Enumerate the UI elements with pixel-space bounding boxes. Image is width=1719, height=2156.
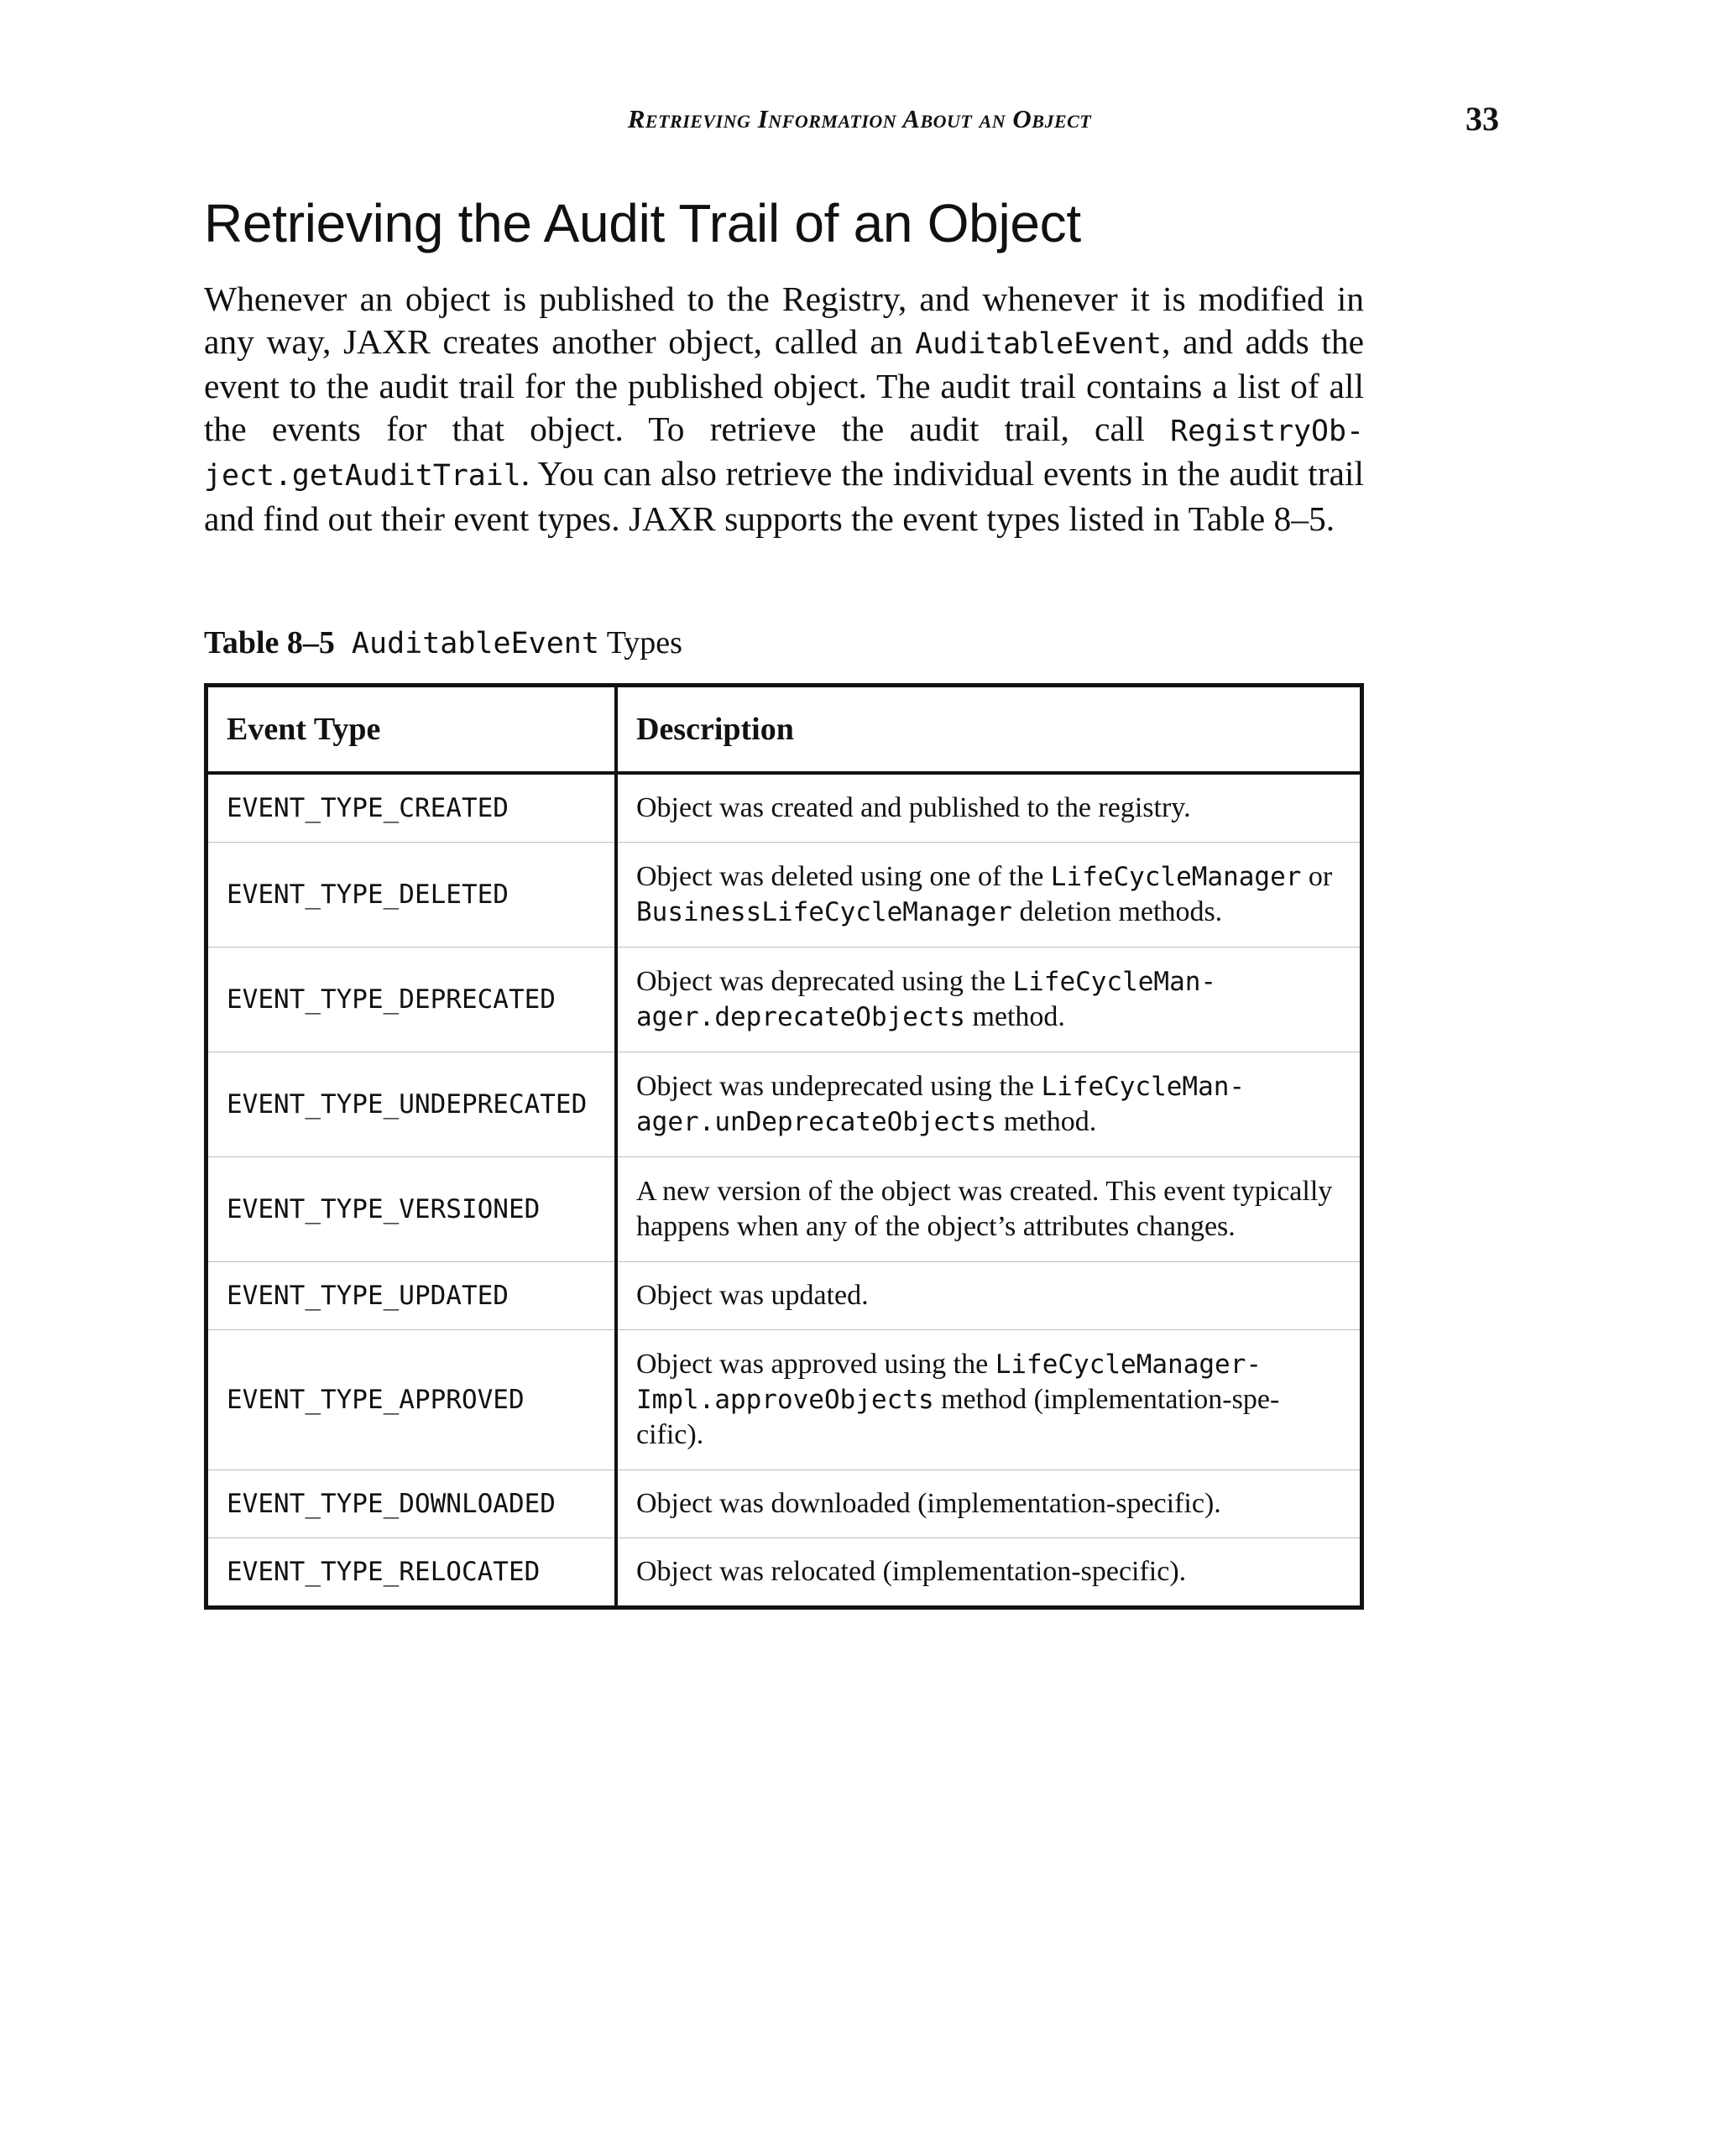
description-code: LifeCycleManager [1050, 862, 1302, 892]
description-code: BusinessLifeCycleManager [636, 897, 1012, 927]
table-row [206, 1470, 1362, 1538]
description-text: Object was deprecated using the [636, 966, 1013, 997]
description-cell [616, 1330, 1362, 1470]
description-text: Object was relocated (implementation-specific). [636, 1556, 1187, 1587]
table-row [206, 843, 1362, 947]
description-cell [616, 1538, 1362, 1608]
table-row [206, 1262, 1362, 1330]
event-type-cell: EVENT_TYPE_UPDATED [206, 1262, 617, 1330]
event-type-cell: EVENT_TYPE_CREATED [206, 773, 617, 843]
body-paragraph [204, 278, 1364, 540]
section-title: Retrieving the Audit Trail of an Object [204, 193, 1081, 253]
para-code: AuditableEvent [915, 326, 1163, 361]
para-code: RegistryOb-ject.getAuditTrail [204, 414, 1364, 493]
table-row [206, 1330, 1362, 1470]
table-row [206, 947, 1362, 1052]
event-type-cell: EVENT_TYPE_APPROVED [206, 1330, 617, 1470]
event-types-table [204, 683, 1364, 1610]
description-text: or [1301, 861, 1333, 892]
description-text: method. [964, 1001, 1065, 1032]
para-text: , and adds the event to the audit trail for the published object. The audit trail contains a list of all the events for that object. To retrieve the audit trail, call [204, 321, 1364, 448]
description-code: LifeCycleMan-ager.deprecateObjects [636, 967, 1217, 1032]
description-text: deletion methods. [1011, 896, 1223, 927]
description-cell [616, 773, 1362, 843]
description-text: method (implementation-spe-cific). [636, 1384, 1280, 1450]
description-cell [616, 843, 1362, 947]
description-text: Object was deleted using one of the [636, 861, 1051, 892]
description-code: LifeCycleManager-Impl.approveObjects [636, 1349, 1262, 1415]
description-text: Object was approved using the [636, 1349, 995, 1380]
description-cell [616, 1052, 1362, 1157]
description-cell [616, 947, 1362, 1052]
description-text: Object was downloaded (implementation-specific). [636, 1488, 1221, 1519]
page-content [204, 189, 1364, 1610]
page-number: 33 [1466, 100, 1499, 138]
para-text: Whenever an object is published to the Registry, and whenever it is modified in any way, JAXR creates another object, called an [204, 279, 1364, 361]
table-caption-code: AuditableEvent [351, 627, 599, 660]
description-cell [616, 1157, 1362, 1262]
running-header [0, 101, 1719, 138]
description-cell [616, 1470, 1362, 1538]
description-text: Object was created and published to the registry. [636, 792, 1191, 823]
event-type-cell: EVENT_TYPE_RELOCATED [206, 1538, 617, 1608]
event-type-cell: EVENT_TYPE_DOWNLOADED [206, 1470, 617, 1538]
event-type-cell: EVENT_TYPE_DELETED [206, 843, 617, 947]
table-caption-suffix: Types [598, 625, 682, 660]
column-header-description: Description [616, 686, 1362, 774]
description-cell [616, 1262, 1362, 1330]
table-row [206, 1052, 1362, 1157]
table-row [206, 773, 1362, 843]
column-header-event-type: Event Type [206, 686, 617, 774]
table-row [206, 1538, 1362, 1608]
table-caption-label: Table 8–5 [204, 625, 335, 660]
event-type-cell: EVENT_TYPE_VERSIONED [206, 1157, 617, 1262]
description-text: Object was undeprecated using the [636, 1071, 1042, 1102]
table-caption [204, 622, 1364, 665]
running-title: Retrieving Information About an Object [627, 104, 1092, 133]
event-type-cell: EVENT_TYPE_UNDEPRECATED [206, 1052, 617, 1157]
table-header-row [206, 686, 1362, 774]
table-body [206, 773, 1362, 1608]
description-text: A new version of the object was created. This event typically happens when any of the object’s attributes changes. [636, 1176, 1333, 1242]
para-text: . You can also retrieve the individual events in the audit trail and find out their event types. JAXR supports the event types listed in Table 8–5. [204, 454, 1364, 538]
description-code: LifeCycleMan-ager.unDeprecateObjects [636, 1072, 1246, 1137]
description-text: method. [996, 1106, 1097, 1137]
description-text: Object was updated. [636, 1280, 869, 1311]
event-type-cell: EVENT_TYPE_DEPRECATED [206, 947, 617, 1052]
table-row [206, 1157, 1362, 1262]
